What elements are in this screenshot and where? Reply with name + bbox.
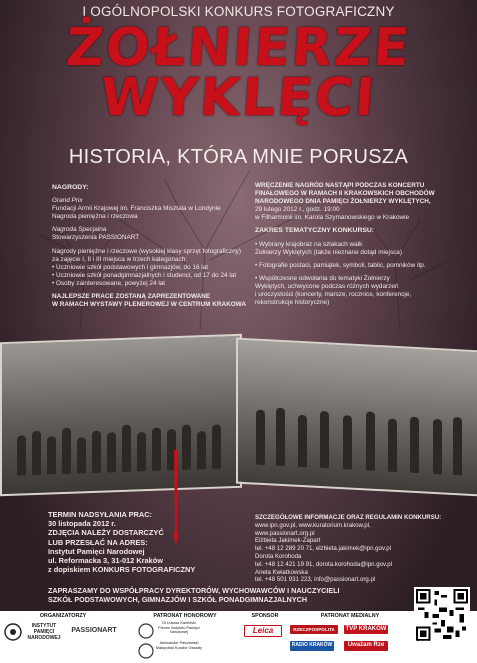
scope-1b: Żołnierzy Wyklętych (także nieznane dotąd miejsca) xyxy=(255,248,402,256)
historic-photos xyxy=(0,338,477,488)
title-line-2: WYKLĘCI xyxy=(98,68,379,128)
media-label: PATRONAT MEDIALNY xyxy=(320,613,380,619)
ipn-emblem-icon xyxy=(4,623,22,641)
award-date: 29 lutego 2012 r., godz. 19:00 xyxy=(255,206,340,214)
scope-3b: Wyklętych, uchwycone podczas różnych wydarzeń xyxy=(255,282,399,290)
deadline-block xyxy=(48,510,238,574)
historic-photo-right xyxy=(236,338,477,497)
subtitle: HISTORIA, KTÓRA MNIE PORUSZA xyxy=(68,146,409,168)
scope-2: • Fotografie postaci, pamiątek, symboli, tablic, pomników itp. xyxy=(255,261,426,269)
scope-heading: ZAKRES TEMATYCZNY KONKURSU: xyxy=(255,227,375,235)
prizes-heading: NAGRODY: xyxy=(52,184,89,191)
qr-code-icon[interactable] xyxy=(414,587,470,643)
contact-person-1: Elżbieta Jakimek-Zapart xyxy=(255,537,321,545)
prizes-column xyxy=(52,184,252,309)
passionart-logo: PASSIONART xyxy=(71,627,117,634)
special-prize-text: Stowarzyszenia PASSIONART xyxy=(52,234,140,242)
contact-phone-1[interactable]: tel. +48 12 289 20 71, elzbieta.jakimek@ipn.gov.pl xyxy=(255,545,391,553)
special-prize-label: Nagroda Specjalna xyxy=(52,226,107,234)
kuratorium-emblem-icon xyxy=(138,643,154,659)
qr-caption: KOD QR PRZEKIEROWUJĄCY DO STRONY INTERNETOWEJ xyxy=(404,640,476,648)
contest-heading: I OGÓLNOPOLSKI KONKURS FOTOGRAFICZNY xyxy=(82,4,395,19)
contact-person-3: Aneta Kwiatkowska xyxy=(255,568,308,576)
category-1: • Uczniowie szkół podstawowych i gimnazjów, do 16 lat xyxy=(52,263,209,271)
scope-3a: • Współczesne odwołania do tematyki Żołnierzy xyxy=(255,274,390,282)
contact-person-2: Dorota Korohoda xyxy=(255,552,302,560)
deadline-label: TERMIN NADSYŁANIA PRAC: xyxy=(48,510,153,519)
radio-krakow-logo: RADIO KRAKÓW xyxy=(290,641,334,651)
grand-prix-text: Fundacji Armii Krajowej im. Franciszka Misztala w Londynie xyxy=(52,205,221,213)
contact-website-2[interactable]: www.passionart.org.pl xyxy=(255,529,315,537)
exhibition-line-2: W RAMACH WYSTAWY PLENEROWEJ W CENTRUM KRAKOWA xyxy=(52,301,246,309)
scope-3d: rekonstrukcje historyczne) xyxy=(255,299,330,307)
leica-logo: Leica xyxy=(244,625,282,637)
category-3: • Osoby zainteresowane, powyżej 24 lat xyxy=(52,279,166,287)
exhibition-line-1: NAJLEPSZE PRACE ZOSTANĄ ZAPREZENTOWANE xyxy=(52,293,211,301)
patron-kuratorium-text: Aleksander Palczewski Małopolski Kurator Oświaty xyxy=(156,641,203,650)
tvp-krakow-logo: TVP KRAKÓW xyxy=(345,626,387,632)
uwazam-rze-logo: Uważam Rze xyxy=(344,641,388,651)
contact-heading: SZCZEGÓŁOWE INFORMACJE ORAZ REGULAMIN KONKURSU: xyxy=(255,514,442,521)
prizes-line-2: za zajęcie I, II i III miejsca w trzech kategoriach: xyxy=(52,255,187,263)
award-line-1: WRĘCZENIE NAGRÓD NASTĄPI PODCZAS KONCERTU xyxy=(255,182,425,189)
grand-prix-label: Grand Prix xyxy=(52,197,83,205)
award-line-3: NARODOWEGO DNIA PAMIĘCI ŻOŁNIERZY WYKLĘTYCH, xyxy=(255,198,431,206)
contact-block xyxy=(255,514,455,584)
organizers-label: ORGANIZATORZY xyxy=(39,613,87,619)
sponsors-footer xyxy=(0,611,477,663)
address-note: z dopiskiem KONKURS FOTOGRAFICZNY xyxy=(48,565,196,575)
delivery-label-1: ZDJĘCIA NALEŻY DOSTARCZYĆ xyxy=(48,528,164,538)
address-line-2: ul. Reformacka 3, 31-012 Kraków xyxy=(48,556,164,566)
address-line-1: Instytut Pamięci Narodowej xyxy=(48,546,145,556)
grand-prix-prize: Nagroda pieniężna i rzeczowa xyxy=(52,213,138,221)
category-2: • Uczniowie szkół ponadgimnazjalnych i studenci, od 17 do 24 lat xyxy=(52,271,237,279)
contact-websites[interactable]: www.ipn.gov.pl, www.kuratorium.krakow.pl, xyxy=(255,521,371,529)
sponsor-label: SPONSOR xyxy=(251,613,279,619)
soldier-silhouettes xyxy=(12,408,230,476)
invitation-line-1: ZAPRASZAMY DO WSPÓŁPRACY DYREKTORÓW, WYCHOWAWCÓW I NAUCZYCIELI xyxy=(48,586,340,595)
honorary-label: PATRONAT HONOROWY xyxy=(153,613,217,619)
scope-1a: • Wybrany krajobraz na szlakach walk xyxy=(255,240,363,248)
contact-phone-2[interactable]: tel. +48 12 421 19 91, dorota.korohoda@ipn.gov.pl xyxy=(255,560,393,568)
historic-photo-left xyxy=(0,334,242,496)
delivery-label-2: LUB PRZESŁAĆ NA ADRES: xyxy=(48,537,148,547)
rzeczpospolita-logo: RZECZPOSPOLITA xyxy=(290,625,338,634)
contact-phone-3[interactable]: tel. +48 501 931 223, info@passionart.org.pl xyxy=(255,576,376,584)
ipn-logo-text: INSTYTUT PAMIĘCI NARODOWEJ xyxy=(27,623,61,641)
soldier-silhouettes xyxy=(248,404,469,476)
deadline-date: 30 listopada 2012 r. xyxy=(48,519,116,529)
award-venue: w Filharmonii im. Karola Szymanowskiego w Krakowie xyxy=(255,214,410,222)
title-line-1: ŻOŁNIERZE xyxy=(63,18,414,78)
award-line-2: FINAŁOWEGO W RAMACH II KRAKOWSKICH OBCHODÓW xyxy=(255,190,435,198)
award-column xyxy=(255,182,455,307)
ipn-patron-emblem-icon xyxy=(138,623,154,639)
invitation xyxy=(48,586,408,604)
invitation-line-2: SZKÓŁ PODSTAWOWYCH, GIMNAZJÓW I SZKÓŁ PONADGIMNAZJALNYCH xyxy=(48,595,308,604)
scope-3c: i uroczystości (koncerty, marsze, rocznice, konferencje, xyxy=(255,291,412,299)
patron-ipn-text: Dr Łukasz Kamiński Prezes Instytutu Pamięci Narodowej xyxy=(158,621,200,635)
prizes-line-1: Nagrody pieniężne i rzeczowe (wysokiej klasy sprzęt fotograficzny) xyxy=(52,247,241,255)
